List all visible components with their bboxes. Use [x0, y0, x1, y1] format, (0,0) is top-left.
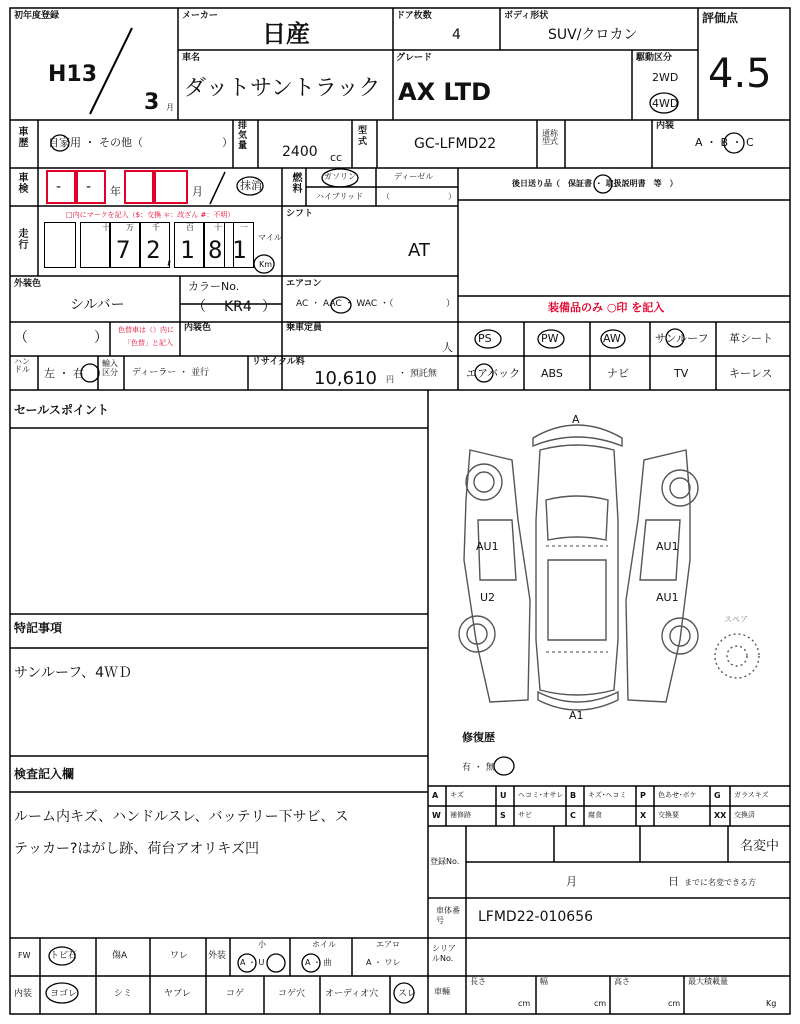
- car-diagram: [459, 425, 759, 710]
- reg-no-label: 登録No.: [430, 857, 460, 866]
- inspect-label: 検査記入欄: [14, 767, 75, 781]
- odometer-label: 走行: [16, 228, 27, 250]
- legend-cell: C: [570, 811, 576, 820]
- legend-cell: ガラスキズ: [734, 791, 769, 799]
- legend-cell: U: [500, 791, 507, 800]
- meihen-month: 月: [566, 875, 577, 888]
- aero-label: エアロ: [376, 940, 400, 949]
- fw-scratch: 傷A: [112, 951, 128, 961]
- inspection-label: 車検: [16, 172, 27, 194]
- legend-cell: B: [570, 791, 577, 800]
- dims-width-unit: cm: [594, 999, 607, 1008]
- odo-unit-3: 百: [186, 223, 194, 232]
- fuel-label: 燃料: [290, 172, 301, 194]
- int-dirt: ヨゴレ: [50, 989, 78, 999]
- interior-grade-label: 内装: [656, 121, 675, 131]
- interior-color-label: 内装色: [184, 323, 212, 333]
- recycle-unit: 円: [386, 375, 394, 384]
- diagram-spare: スペア: [724, 615, 748, 624]
- legend-cell: S: [500, 811, 506, 820]
- doors-value: 4: [452, 27, 461, 43]
- inspect-line-1: ルーム内キズ、ハンドルスレ、バッテリー下サビ、ス: [14, 809, 349, 825]
- equip-ps: PS: [478, 332, 492, 345]
- first-reg-era: H13: [48, 62, 98, 87]
- interior-grades: A ・ B ・ C: [695, 136, 754, 149]
- fuel-other-close: ）: [448, 192, 456, 201]
- recycle-label: リサイクル料: [252, 357, 305, 367]
- dims-height-unit: cm: [668, 999, 681, 1008]
- capacity-label: 乗車定員: [286, 323, 323, 333]
- notes-label: 特記事項: [14, 621, 63, 635]
- odo-unit-0: 十: [102, 223, 110, 232]
- fuel-hybrid: ハイブリッド: [316, 192, 364, 201]
- maker-value: 日産: [262, 20, 310, 48]
- repaint-note-1: 色替車は（）内に: [118, 326, 174, 334]
- exterior-color-label: 外装色: [14, 279, 42, 289]
- legend-cell: 腐食: [588, 811, 602, 819]
- repaint-open: （: [14, 330, 28, 346]
- equip-airbag: エアバック: [466, 367, 521, 380]
- fuel-other-open: （: [382, 192, 390, 201]
- color-code-close: ）: [262, 299, 276, 315]
- damage-mark-4: AU1: [656, 591, 679, 604]
- equip-aw: AW: [603, 332, 621, 345]
- capacity-unit: 人: [442, 341, 453, 354]
- first-reg-label: 初年度登録: [14, 11, 60, 21]
- score-label: 評価点: [702, 11, 739, 25]
- history-label: 車歴: [16, 126, 27, 148]
- int-burn: コゲ: [226, 989, 245, 999]
- odo-mile: マイル: [258, 233, 282, 242]
- odometer-note: □内にマークを記入（$：交換 ＊：改ざん #：不明）: [66, 211, 235, 219]
- odo-digit-4: 8: [208, 236, 223, 264]
- grade-label: グレード: [396, 53, 433, 63]
- repair-value: 有 ・ 無: [462, 763, 495, 773]
- odo-comma: ,: [166, 244, 173, 268]
- dims-length-unit: cm: [518, 999, 531, 1008]
- ext-label: 外装: [208, 951, 227, 961]
- odo-digit-box-1: [44, 222, 76, 268]
- first-reg-month: 3: [144, 90, 160, 115]
- inspect-line-2: テッカー?はがし跡、荷台アオリキズ凹: [14, 841, 260, 857]
- equip-pw: PW: [541, 332, 559, 345]
- legend-cell: サビ: [518, 811, 532, 819]
- legend-cell: ヘコミ･オサレ: [518, 791, 564, 799]
- month-suffix: 月: [166, 103, 174, 112]
- insp-expired: 抹消: [240, 179, 262, 192]
- legend-cell: 交換要: [658, 811, 679, 819]
- ext-size-label: 小: [258, 940, 266, 949]
- fw-crack: ワレ: [170, 951, 189, 961]
- legend-cell: キズ: [450, 791, 464, 799]
- exterior-color-value: シルバー: [70, 297, 125, 313]
- int-stain: シミ: [114, 989, 133, 999]
- damage-mark-2: U2: [480, 591, 496, 604]
- equip-sunroof: サンルーフ: [655, 332, 709, 345]
- odo-digit-3: 1: [180, 236, 195, 264]
- recycle-value: 10,610: [314, 368, 377, 389]
- meihen-label: 名変中: [740, 839, 780, 854]
- int-audio-hole: オーディオ穴: [325, 989, 379, 999]
- drive-4wd: 4WD: [652, 97, 679, 110]
- ext-size-values: A ・ U: [240, 958, 265, 967]
- equip-abs: ABS: [541, 367, 563, 380]
- color-code-open: （: [192, 299, 206, 315]
- legend-cell: G: [714, 791, 721, 800]
- int-wear: スレ: [398, 989, 417, 999]
- equip-leather: 革シート: [729, 332, 773, 345]
- color-code-label: カラーNo.: [188, 280, 240, 293]
- chassis-label: 車体番号: [436, 906, 460, 925]
- wheel-label: ホイル: [312, 940, 336, 949]
- drive-2wd: 2WD: [652, 71, 679, 84]
- odo-km: Km: [259, 260, 273, 269]
- recycle-note: ・ 預託無: [398, 369, 437, 379]
- equip-tv: TV: [674, 367, 689, 380]
- meihen-deadline: までに名変できる方: [684, 878, 756, 887]
- notes-text: サンルーフ、4ＷＤ: [14, 665, 133, 681]
- odo-unit-5: 一: [240, 223, 248, 232]
- aircon-label: エアコン: [286, 279, 322, 289]
- diagram-rear: A1: [569, 709, 584, 722]
- legend-cell: 色あせ･ボケ: [658, 791, 697, 799]
- legend-cell: A: [432, 791, 439, 800]
- repaint-close: ）: [94, 330, 108, 346]
- odo-unit-4: 十: [214, 223, 222, 232]
- insp-month-suffix: 月: [192, 185, 203, 198]
- aircon-options: AC ・ AAC ・ WAC ・（: [296, 299, 394, 309]
- model-label: 型式: [358, 126, 368, 147]
- dims-maxload-unit: Kg: [766, 999, 777, 1008]
- shift-value: AT: [408, 240, 430, 261]
- wheel-values: A ・ 曲: [305, 958, 332, 967]
- equip-keyless: キーレス: [729, 367, 773, 380]
- odo-digit-5: 1: [232, 236, 247, 264]
- odo-unit-1: 万: [126, 223, 134, 232]
- year-suffix: 年: [110, 185, 121, 198]
- fw-chip: トビ石: [50, 951, 78, 961]
- carname-value: ダットサントラック: [184, 76, 381, 101]
- common-model-label: 通称型式: [542, 129, 558, 146]
- sales-label: セールスポイント: [14, 403, 109, 417]
- legend-cell: 交換済: [734, 811, 755, 819]
- damage-mark-3: AU1: [656, 540, 679, 553]
- int-burn-hole: コゲ穴: [278, 989, 306, 999]
- chassis-value: LFMD22-010656: [478, 909, 594, 925]
- odo-digit-1: 7: [116, 236, 131, 264]
- maker-label: メーカー: [182, 11, 218, 21]
- equip-navi: ナビ: [607, 367, 629, 380]
- doors-label: ドア枚数: [396, 11, 432, 21]
- dims-width: 幅: [540, 977, 548, 986]
- history-close: ）: [222, 136, 233, 149]
- import-value: ディーラー ・ 並行: [132, 368, 210, 378]
- drive-label: 駆動区分: [636, 53, 673, 63]
- equip-title: 装備品のみ ○印 を記入: [548, 301, 665, 314]
- score-value: 4.5: [708, 51, 772, 97]
- int-label: 内装: [14, 989, 33, 999]
- fw-label: FW: [18, 951, 31, 960]
- meihen-day: 日: [668, 875, 679, 888]
- legend-cell: P: [640, 791, 646, 800]
- insp-dash-2: -: [86, 179, 92, 195]
- model-value: GC-LFMD22: [414, 136, 497, 152]
- legend-cell: キズ･ヘコミ: [588, 791, 627, 799]
- aircon-close: ）: [446, 299, 456, 309]
- repaint-note-2: 「色替」と記入: [124, 339, 173, 347]
- insp-month-box-1: [124, 170, 154, 204]
- dims-label: 車輛: [434, 987, 450, 996]
- body-value: SUV/クロカン: [548, 27, 638, 43]
- handle-value: 左 ・ 右: [44, 367, 84, 380]
- docs-text: 後日送り品（ 保証書 ・ 取扱説明書 等 ）: [512, 179, 678, 188]
- shift-label: シフト: [286, 209, 314, 219]
- diagram-front: A: [572, 413, 580, 426]
- legend-cell: W: [432, 811, 441, 820]
- repair-label: 修復歴: [462, 731, 495, 744]
- color-code-value: KR4: [224, 299, 252, 315]
- legend-cell: XX: [714, 811, 727, 820]
- legend-cell: X: [640, 811, 647, 820]
- insp-month-box-2: [154, 170, 188, 204]
- displacement-unit: cc: [330, 151, 343, 164]
- fuel-diesel: ディーゼル: [394, 172, 434, 181]
- dims-height: 高さ: [614, 977, 630, 986]
- insp-dash-1: -: [56, 179, 62, 195]
- carname-label: 車名: [182, 53, 201, 63]
- dims-maxload: 最大積載量: [688, 977, 728, 986]
- int-tear: ヤブレ: [164, 989, 191, 999]
- odo-unit-2: 千: [152, 223, 160, 232]
- serial-label: シリアルNo.: [432, 944, 456, 963]
- displacement-value: 2400: [282, 144, 318, 160]
- history-text: 自家用 ・ その他（: [48, 136, 143, 149]
- body-label: ボディ形状: [504, 11, 549, 21]
- fuel-gasoline: ガソリン: [324, 172, 356, 181]
- handle-label: ハンドル: [14, 357, 30, 375]
- aero-values: A ・ ワレ: [366, 958, 401, 967]
- legend-cell: 補修跡: [450, 811, 471, 819]
- grade-value: AX LTD: [398, 78, 492, 106]
- odo-digit-2: 2: [146, 236, 161, 264]
- displacement-label: 排気量: [238, 121, 248, 151]
- import-label: 輸入区分: [102, 359, 118, 377]
- dims-length: 長さ: [470, 977, 486, 986]
- damage-mark-1: AU1: [476, 540, 499, 553]
